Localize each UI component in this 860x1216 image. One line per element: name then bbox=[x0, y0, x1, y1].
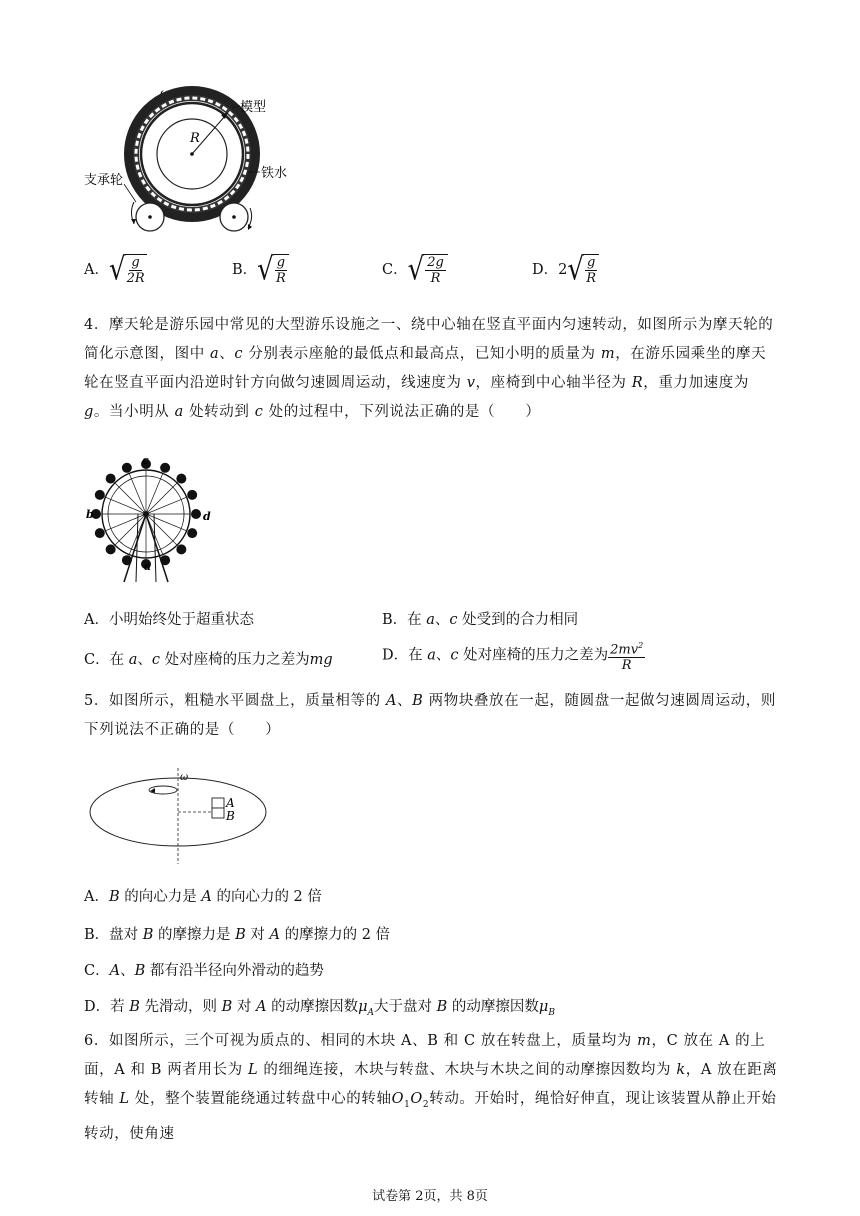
ferris-label-c: c bbox=[142, 454, 149, 467]
q5-option-b: B．盘对 B 的摩擦力是 B 对 A 的摩擦力的 2 倍 bbox=[84, 927, 391, 943]
q5-option-a: A．B 的向心力是 A 的向心力的 2 倍 bbox=[84, 889, 322, 905]
ferris-gondola bbox=[122, 555, 132, 565]
ferris-gondola bbox=[95, 490, 105, 500]
q6-stem: 6．如图所示，三个可视为质点的、相同的木块 A、B 和 C 放在转盘上，质量均为 m，C 放在 A 的上面，A 和 B 两者用长为 L 的细绳连接，木块与转盘、木块与木块之间的动摩擦因数均为 k，A 放在距离转轴 L 处，整个装置能绕通过转盘中心的转轴$O_1O_2$转动。开始时，绳恰好伸直，现让该装置从静止开始转动，使角速 bbox=[84, 1033, 778, 1142]
q3-option-a: A． √ $\frac{g}{2R}$ bbox=[84, 252, 145, 288]
radius-label: R bbox=[190, 131, 200, 146]
q5-stem: 5．如图所示，粗糙水平圆盘上，质量相等的 A、B 两物块叠放在一起，随圆盘一起做匀速圆周运动，则下列说法不正确的是（ ） bbox=[84, 693, 776, 738]
ferris-gondola bbox=[160, 555, 170, 565]
turntable-omega: ω bbox=[180, 772, 189, 783]
ferris-gondola bbox=[106, 544, 116, 554]
ferris-leg bbox=[154, 514, 156, 582]
ferris-spoke bbox=[115, 483, 146, 514]
figure-ferris-wheel bbox=[84, 452, 214, 587]
turntable-label-b: B bbox=[226, 809, 235, 823]
ferris-gondola bbox=[95, 528, 105, 538]
q3-option-c: C． √ $\frac{2g}{R}$ bbox=[382, 254, 448, 286]
ferris-gondola bbox=[187, 490, 197, 500]
ferris-gondola bbox=[176, 474, 186, 484]
ferris-gondola bbox=[187, 528, 197, 538]
ferris-label-a: a bbox=[144, 560, 152, 573]
figure-turntable bbox=[88, 766, 270, 866]
ferris-leg bbox=[124, 514, 146, 582]
turntable-label-a: A bbox=[226, 796, 235, 810]
page-footer: 试卷第 2页，共 8页 bbox=[372, 1189, 488, 1204]
support-wheel-label: 支承轮 bbox=[84, 173, 124, 188]
q4-option-d: D．在 a、c 处对座椅的压力之差为 $\frac{2mv^2}{R}$ bbox=[382, 638, 645, 673]
ferris-gondola bbox=[176, 544, 186, 554]
q4-option-a: A．小明始终处于超重状态 bbox=[84, 612, 254, 628]
omega-label: ω bbox=[160, 86, 170, 100]
figure-casting-model bbox=[82, 84, 312, 244]
ferris-gondola bbox=[191, 509, 201, 519]
ferris-hub bbox=[143, 511, 149, 517]
ferris-leg bbox=[136, 514, 138, 582]
q3-option-d: D．2 √ $\frac{g}{R}$ bbox=[532, 254, 599, 286]
ferris-gondola bbox=[106, 474, 116, 484]
q5-option-d: D．若 B 先滑动，则 B 对 A 的动摩擦因数$\mu_A$大于盘对 B 的动摩擦因数$\mu_B$ bbox=[84, 999, 555, 1018]
q5-option-c: C．A、B 都有沿半径向外滑动的趋势 bbox=[84, 963, 324, 979]
q4-option-b: B．在 a、c 处受到的合力相同 bbox=[382, 612, 579, 628]
q4-stem: 4．摩天轮是游乐园中常见的大型游乐设施之一、绕中心轴在竖直平面内匀速转动，如图所示为摩天轮的简化示意图，图中 a、c 分别表示座舱的最低点和最高点，已知小明的质量为 m，在游乐园乘坐的摩天轮在竖直平面内沿逆时针方向做匀速圆周运动，线速度为 v，座椅到中心轴半径为 R，重力加速度为 g。当小明从 a 处转动到 c 处的过程中，下列说法正确的是（ ） bbox=[84, 317, 774, 420]
ferris-gondola bbox=[122, 463, 132, 473]
ferris-gondola bbox=[160, 463, 170, 473]
ferris-label-b: b bbox=[86, 508, 94, 521]
ferris-spoke bbox=[146, 483, 177, 514]
iron-label: 铁水 bbox=[261, 166, 288, 181]
q3-option-b: B． √ $\frac{g}{R}$ bbox=[232, 254, 289, 286]
ferris-label-d: d bbox=[203, 510, 211, 523]
model-label: 模型 bbox=[240, 100, 267, 115]
q4-option-c: C．在 a、c 处对座椅的压力之差为mg bbox=[84, 652, 333, 668]
